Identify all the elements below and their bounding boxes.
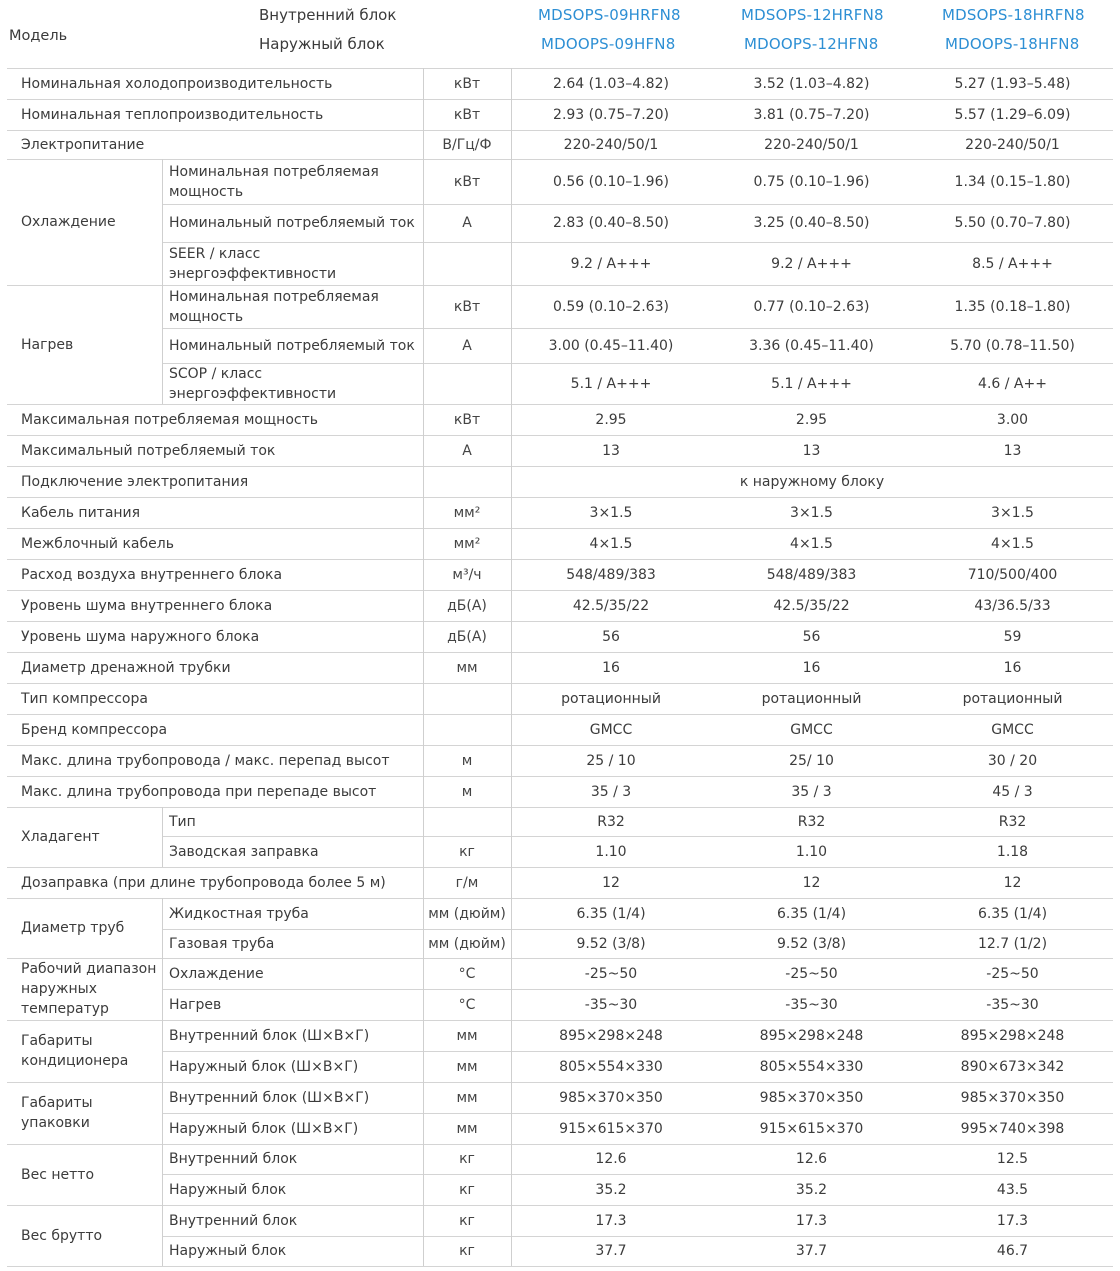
unit-cell: дБ(А): [447, 597, 487, 614]
outdoor-model-2: MDOOPS-12HFN8: [744, 35, 879, 53]
unit-cell: мм: [456, 659, 478, 676]
value-cell-model-2: 9.2 / A+++: [771, 255, 852, 272]
unit-cell: [423, 807, 511, 836]
value-cell-model-1: -35~30: [584, 996, 638, 1013]
value-cell-model-3: R32: [998, 813, 1027, 830]
value-cell-model-3: 1.34 (0.15–1.80): [954, 173, 1071, 190]
unit-cell: кг: [459, 1181, 475, 1198]
value-cell-model-1: 4×1.5: [589, 535, 633, 552]
param-label: Тип компрессора: [21, 690, 148, 707]
row-divider: [7, 130, 1113, 131]
value-cell-model-3: 5.57 (1.29–6.09): [954, 106, 1071, 123]
value-cell-model-2: 915×615×370: [759, 1120, 864, 1137]
column-divider: [162, 898, 163, 958]
value-cell-model-3: 5.27 (1.93–5.48): [954, 75, 1071, 92]
value-cell-model-2: 3.25 (0.40–8.50): [753, 215, 870, 231]
value-cell-model-3: 4×1.5: [991, 535, 1034, 552]
value-cell-model-2: 548/489/383: [766, 566, 857, 583]
value-cell-model-1: 2.83 (0.40–8.50): [553, 215, 669, 231]
value-cell-model-3: 30 / 20: [987, 752, 1038, 769]
row-divider: [7, 958, 1113, 959]
value-cell-model-3: 3×1.5: [991, 504, 1034, 521]
value-cell-model-1: 3.00 (0.45–11.40): [548, 337, 674, 354]
value-cell-model-1: 12: [602, 874, 620, 891]
value-cell-model-2: 4×1.5: [790, 535, 833, 552]
unit-cell: кВт: [453, 411, 481, 428]
unit-cell: °С: [458, 996, 476, 1013]
column-divider: [162, 1205, 163, 1266]
group-label: Нагрев: [21, 336, 74, 353]
group-label: Вес нетто: [21, 1166, 95, 1183]
value-cell-model-3: 710/500/400: [967, 566, 1058, 583]
group-label: Рабочий диапазон наружных температур: [21, 961, 157, 1017]
row-divider: [7, 867, 1113, 868]
param-label: Расход воздуха внутреннего блока: [21, 566, 283, 583]
value-cell-model-3: 3.00: [996, 411, 1029, 428]
param-label: Электропитание: [21, 136, 145, 153]
row-divider: [7, 285, 1113, 286]
value-cell-model-1: 35.2: [595, 1181, 627, 1198]
value-cell-model-1: R32: [597, 813, 625, 830]
sub-param-label: Жидкостная труба: [169, 905, 309, 922]
row-divider: [7, 99, 1113, 100]
unit-cell: А: [462, 215, 472, 231]
column-divider: [162, 807, 163, 867]
row-divider: [7, 1020, 1113, 1021]
unit-cell: м: [461, 752, 473, 769]
unit-cell: мм (дюйм): [428, 935, 506, 952]
row-divider: [7, 807, 1113, 808]
value-cell-model-3: 12: [1003, 874, 1022, 891]
indoor-model-1: MDSOPS-09HRFN8: [538, 6, 681, 24]
value-cell-model-2: 985×370×350: [759, 1089, 864, 1106]
value-cell-model-1: 0.59 (0.10–2.63): [553, 298, 669, 315]
column-divider: [162, 285, 163, 404]
group-label: Габариты упаковки: [21, 1095, 93, 1131]
value-cell-model-1: 12.6: [595, 1151, 627, 1167]
value-cell-model-3: 985×370×350: [960, 1089, 1065, 1106]
value-cell-model-1: 6.35 (1/4): [576, 905, 646, 922]
value-cell-model-1: 13: [602, 442, 620, 459]
row-divider: [7, 404, 1113, 405]
value-cell-model-1: 2.95: [595, 411, 627, 428]
value-cell-model-1: 42.5/35/22: [572, 597, 650, 614]
unit-cell: кг: [459, 1212, 475, 1229]
value-cell-model-3: 5.70 (0.78–11.50): [950, 337, 1075, 354]
value-cell-model-2: 56: [802, 628, 821, 645]
unit-cell: кг: [459, 1151, 475, 1167]
value-cell-model-2: 1.10: [795, 843, 828, 860]
row-divider: [7, 683, 1113, 684]
unit-cell: В/Гц/Ф: [442, 136, 492, 153]
value-cell-model-1: 0.56 (0.10–1.96): [553, 173, 669, 190]
unit-cell: [423, 363, 511, 404]
value-cell-model-1: 2.64 (1.03–4.82): [553, 75, 669, 92]
row-divider: [7, 528, 1113, 529]
sub-param-label: SEER / класс энергоэффективности: [169, 245, 337, 282]
param-label: Уровень шума внутреннего блока: [21, 597, 273, 614]
param-label: Уровень шума наружного блока: [21, 628, 260, 645]
value-cell-model-2: 13: [802, 442, 821, 459]
sub-param-label: Номинальный потребляемый ток: [169, 215, 415, 231]
column-divider: [162, 958, 163, 1020]
param-label: Диаметр дренажной трубки: [21, 659, 231, 676]
param-label: Межблочный кабель: [21, 535, 174, 552]
value-cell-model-2: 9.52 (3/8): [776, 935, 847, 952]
value-cell-model-1: 37.7: [595, 1243, 627, 1259]
value-cell-model-2: R32: [797, 813, 826, 830]
row-divider: [7, 159, 1113, 160]
group-label: Хладагент: [21, 829, 100, 845]
sub-param-label: Внутренний блок: [169, 1212, 298, 1229]
value-cell-model-3: 890×673×342: [960, 1058, 1065, 1075]
sub-param-label: Охлаждение: [169, 965, 264, 982]
unit-cell: А: [462, 337, 472, 354]
sub-param-label: Наружный блок (Ш×В×Г): [169, 1120, 359, 1137]
sub-param-label: Газовая труба: [169, 935, 275, 952]
value-cell-model-3: ротационный: [962, 690, 1063, 707]
unit-cell: г/м: [455, 874, 479, 891]
sub-param-label: Наружный блок: [169, 1243, 287, 1259]
value-cell-model-2: 3.36 (0.45–11.40): [749, 337, 874, 354]
group-label: Габариты кондиционера: [21, 1033, 129, 1069]
value-cell-model-2: 25/ 10: [789, 752, 834, 769]
value-cell-model-1: 25 / 10: [586, 752, 636, 769]
unit-cell: м: [461, 783, 473, 800]
unit-cell: м³/ч: [452, 566, 482, 583]
value-cell-model-2: 17.3: [795, 1212, 828, 1229]
sub-param-label: Номинальная потребляемая мощность: [169, 288, 379, 325]
value-cell-model-1: 2.93 (0.75–7.20): [553, 106, 669, 123]
sub-param-label: Наружный блок (Ш×В×Г): [169, 1058, 359, 1075]
value-cell-model-3: 16: [1003, 659, 1022, 676]
param-label: Максимальный потребляемый ток: [21, 442, 276, 459]
sub-param-label: Номинальная потребляемая мощность: [169, 163, 379, 200]
unit-cell: [423, 714, 511, 745]
value-cell-model-3: 59: [1003, 628, 1022, 645]
row-divider: [7, 1082, 1113, 1083]
row-divider: [7, 559, 1113, 560]
unit-cell: мм²: [453, 535, 481, 552]
column-divider: [162, 159, 163, 285]
value-cell-model-3: 43.5: [996, 1181, 1029, 1198]
value-cell-model-2: 0.75 (0.10–1.96): [753, 173, 870, 190]
value-cell-model-3: 12.7 (1/2): [977, 935, 1048, 952]
value-cell-model-2: 220-240/50/1: [764, 136, 859, 153]
sub-param-label: Номинальный потребляемый ток: [169, 337, 415, 354]
row-divider: [7, 898, 1113, 899]
value-cell-model-1: 56: [602, 628, 620, 645]
param-label: Номинальная теплопроизводительность: [21, 106, 324, 123]
value-cell-model-3: GMCC: [991, 721, 1034, 738]
value-cell-model-2: 12: [802, 874, 821, 891]
unit-cell: кВт: [453, 106, 481, 123]
param-label: Бренд компрессора: [21, 721, 168, 738]
row-divider: [7, 745, 1113, 746]
unit-cell: кВт: [453, 298, 481, 315]
value-cell-model-3: 995×740×398: [960, 1120, 1065, 1137]
value-cell-model-2: 3.81 (0.75–7.20): [753, 106, 870, 123]
value-cell-model-2: 42.5/35/22: [773, 597, 850, 614]
outdoor-model-1: MDOOPS-09HFN8: [541, 35, 676, 53]
column-divider: [162, 1020, 163, 1082]
param-label: Номинальная холодопроизводительность: [21, 75, 333, 92]
value-cell-model-2: 3.52 (1.03–4.82): [753, 75, 870, 92]
value-cell-model-1: 220-240/50/1: [563, 136, 659, 153]
unit-cell: дБ(А): [447, 628, 487, 645]
value-cell-model-2: -25~50: [785, 965, 838, 982]
sub-param-label: Нагрев: [169, 996, 222, 1013]
value-cell-model-2: 37.7: [795, 1243, 828, 1259]
value-cell-model-3: 8.5 / A+++: [972, 255, 1053, 272]
value-cell-model-1: 16: [602, 659, 620, 676]
indoor-model-2: MDSOPS-12HRFN8: [741, 6, 884, 24]
sub-param-label: Внутренний блок (Ш×В×Г): [169, 1089, 370, 1106]
unit-cell: кВт: [453, 75, 481, 92]
row-divider: [7, 1144, 1113, 1145]
value-cell-model-1: 17.3: [595, 1212, 627, 1229]
value-cell-model-1: 985×370×350: [559, 1089, 663, 1106]
column-divider: [162, 1144, 163, 1205]
merged-value-cell: к наружному блоку: [739, 473, 885, 490]
sub-param-label: Тип: [169, 813, 196, 830]
value-cell-model-1: 9.2 / A+++: [570, 255, 652, 272]
value-cell-model-2: 12.6: [795, 1151, 828, 1167]
value-cell-model-1: 9.52 (3/8): [576, 935, 646, 952]
value-cell-model-2: 3×1.5: [790, 504, 833, 521]
unit-cell: кг: [459, 843, 475, 860]
unit-cell: кг: [459, 1243, 475, 1259]
value-cell-model-3: 5.50 (0.70–7.80): [954, 215, 1071, 231]
param-label: Кабель питания: [21, 504, 141, 521]
value-cell-model-1: 895×298×248: [559, 1027, 663, 1044]
value-cell-model-2: -35~30: [785, 996, 838, 1013]
row-divider: [7, 68, 1113, 69]
row-divider: [7, 714, 1113, 715]
column-divider: [511, 68, 512, 1266]
value-cell-model-1: 5.1 / A+++: [570, 375, 652, 392]
value-cell-model-3: 46.7: [996, 1243, 1029, 1259]
value-cell-model-1: -25~50: [584, 965, 638, 982]
value-cell-model-3: 13: [1003, 442, 1022, 459]
unit-cell: мм²: [453, 504, 481, 521]
sub-param-label: Наружный блок: [169, 1181, 287, 1198]
value-cell-model-3: 220-240/50/1: [965, 136, 1060, 153]
group-label: Охлаждение: [21, 214, 116, 230]
indoor-model-3: MDSOPS-18HRFN8: [942, 6, 1085, 24]
model-label: Модель: [9, 28, 68, 44]
value-cell-model-1: 3×1.5: [589, 504, 633, 521]
value-cell-model-1: 805×554×330: [559, 1058, 663, 1075]
value-cell-model-2: ротационный: [761, 690, 862, 707]
row-divider: [7, 466, 1113, 467]
sub-param-label: Внутренний блок (Ш×В×Г): [169, 1027, 370, 1044]
value-cell-model-2: 2.95: [795, 411, 828, 428]
value-cell-model-2: 5.1 / A+++: [771, 375, 852, 392]
outdoor-unit-label: Наружный блок: [259, 35, 385, 53]
unit-cell: [423, 242, 511, 285]
value-cell-model-3: -25~50: [986, 965, 1039, 982]
value-cell-model-2: 35 / 3: [791, 783, 832, 800]
sub-param-label: SCOP / класс энергоэффективности: [169, 365, 337, 402]
unit-cell: [423, 466, 511, 497]
sub-param-label: Внутренний блок: [169, 1151, 298, 1167]
indoor-unit-label: Внутренний блок: [259, 6, 397, 24]
unit-cell: А: [462, 442, 472, 459]
row-divider: [7, 776, 1113, 777]
param-label: Дозаправка (при длине трубопровода более 5 м): [21, 874, 386, 891]
value-cell-model-3: 12.5: [996, 1151, 1029, 1167]
value-cell-model-1: 1.10: [595, 843, 627, 860]
row-divider: [7, 497, 1113, 498]
row-divider: [7, 1266, 1113, 1267]
value-cell-model-2: 35.2: [795, 1181, 828, 1198]
value-cell-model-3: 1.35 (0.18–1.80): [954, 298, 1071, 315]
row-divider: [7, 590, 1113, 591]
unit-cell: мм: [456, 1089, 478, 1106]
value-cell-model-3: 4.6 / A++: [978, 375, 1047, 392]
value-cell-model-1: GMCC: [589, 721, 633, 738]
value-cell-model-3: 17.3: [996, 1212, 1029, 1229]
value-cell-model-2: 16: [802, 659, 821, 676]
row-divider: [7, 621, 1113, 622]
unit-cell: мм: [456, 1027, 478, 1044]
row-divider: [7, 652, 1113, 653]
unit-cell: кВт: [453, 173, 481, 190]
value-cell-model-2: 805×554×330: [759, 1058, 864, 1075]
value-cell-model-3: 1.18: [996, 843, 1029, 860]
group-label: Диаметр труб: [21, 920, 125, 936]
param-label: Макс. длина трубопровода / макс. перепад высот: [21, 752, 390, 769]
unit-cell: °С: [458, 965, 476, 982]
value-cell-model-2: 0.77 (0.10–2.63): [753, 298, 870, 315]
row-divider: [7, 1205, 1113, 1206]
param-label: Максимальная потребляемая мощность: [21, 411, 318, 428]
value-cell-model-3: 45 / 3: [992, 783, 1033, 800]
sub-param-label: Заводская заправка: [169, 843, 319, 860]
unit-cell: мм (дюйм): [428, 905, 506, 922]
value-cell-model-3: 43/36.5/33: [974, 597, 1051, 614]
value-cell-model-1: 548/489/383: [566, 566, 656, 583]
unit-cell: мм: [456, 1120, 478, 1137]
param-label: Подключение электропитания: [21, 473, 249, 490]
value-cell-model-1: ротационный: [561, 690, 661, 707]
outdoor-model-3: MDOOPS-18HFN8: [945, 35, 1080, 53]
unit-cell: [423, 683, 511, 714]
value-cell-model-1: 915×615×370: [559, 1120, 663, 1137]
value-cell-model-3: -35~30: [986, 996, 1039, 1013]
value-cell-model-1: 35 / 3: [590, 783, 632, 800]
value-cell-model-2: 895×298×248: [759, 1027, 864, 1044]
param-label: Макс. длина трубопровода при перепаде высот: [21, 783, 377, 800]
column-divider: [162, 1082, 163, 1144]
group-label: Вес брутто: [21, 1227, 103, 1244]
unit-cell: мм: [456, 1058, 478, 1075]
value-cell-model-2: 6.35 (1/4): [776, 905, 847, 922]
value-cell-model-2: GMCC: [790, 721, 833, 738]
value-cell-model-3: 6.35 (1/4): [977, 905, 1048, 922]
value-cell-model-3: 895×298×248: [960, 1027, 1065, 1044]
row-divider: [7, 435, 1113, 436]
column-divider: [423, 68, 424, 1266]
